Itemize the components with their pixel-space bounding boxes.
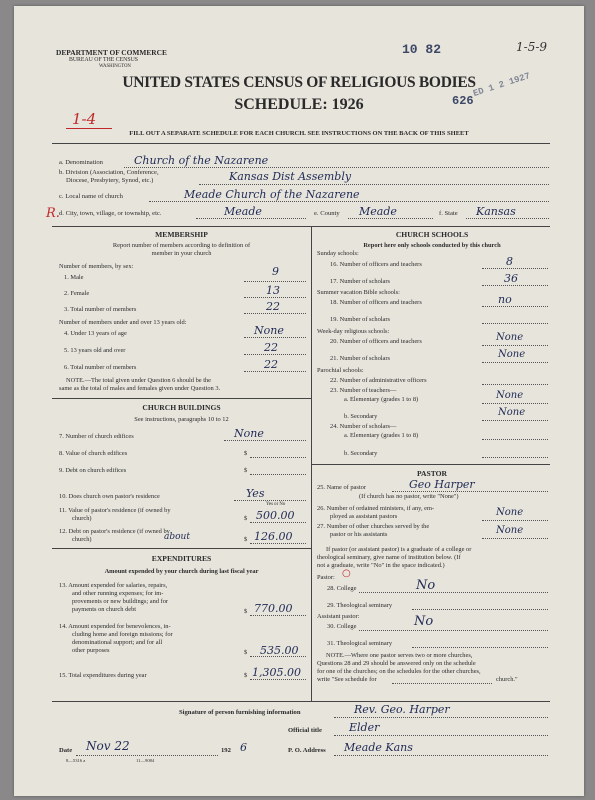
q13-label-1: 13. Amount expended for salaries, repairs, (59, 582, 168, 589)
members-by-sex-label: Number of members, by sex: (59, 263, 134, 270)
q15-dollar: $ (244, 672, 248, 679)
q26-label-2: ployed as assistant pastors (330, 513, 398, 520)
q12-label-2: church) (72, 536, 92, 543)
q18-label: 18. Number of officers and teachers (330, 299, 422, 306)
q30-label: 30. College (327, 623, 357, 630)
weekday-schools-label: Week-day religious schools: (317, 328, 390, 335)
q13-label-3: provements or new buildings; and for (72, 598, 169, 605)
membership-intro-2: member in your church (151, 250, 212, 257)
expenditures-intro: Amount expended by your church during last fiscal year (104, 568, 259, 575)
q1-label: 1. Male (64, 274, 84, 281)
q27-value[interactable]: None (496, 525, 524, 536)
instruction-line: FILL OUT A SEPARATE SCHEDULE FOR EACH CHURCH. SEE INSTRUCTIONS ON THE BACK OF THIS SHEET (129, 130, 469, 137)
q26-label: 26. Number of ordained ministers, if any, em- (317, 505, 435, 512)
year-prefix: 192 (221, 747, 231, 754)
summer-schools-label: Summer vacation Bible schools: (317, 289, 400, 296)
red-check-mark: ○ (342, 568, 351, 579)
q28-label: 28. College (327, 585, 357, 592)
q13-label-2: and other running expenses; for im- (72, 590, 164, 597)
membership-note-2: same as the total of males and females given under Question 3. (59, 385, 221, 392)
q20-value[interactable]: None (496, 332, 524, 343)
q23a-label: a. Elementary (grades 1 to 8) (344, 396, 419, 403)
schools-heading: CHURCH SCHOOLS (395, 230, 469, 239)
membership-intro-1: Report number of members according to definition of (112, 242, 251, 249)
membership-heading: MEMBERSHIP (155, 230, 208, 239)
graduate-note-1: If pastor (or assistant pastor) is a graduate of a college or (326, 546, 472, 553)
q23a-value[interactable]: None (496, 390, 524, 401)
q4-label: 4. Under 13 years of age (64, 330, 127, 337)
graduate-note-3: not a graduate, write "No" in the space indicated.) (317, 562, 445, 569)
signature-value[interactable]: Rev. Geo. Harper (354, 703, 450, 716)
form-title: UNITED STATES CENSUS OF RELIGIOUS BODIES (122, 74, 476, 91)
q14-dollar: $ (244, 649, 248, 656)
q14-label-3: denominational support; and for all (72, 639, 163, 646)
local-name-value[interactable]: Meade Church of the Nazarene (184, 188, 360, 201)
q9-label: 9. Debt on church edifices (59, 467, 127, 474)
county-label: e. County (314, 210, 340, 217)
q6-value[interactable]: 22 (264, 358, 278, 371)
buildings-heading: CHURCH BUILDINGS (142, 403, 221, 412)
q2-value[interactable]: 13 (266, 284, 280, 297)
q16-label: 16. Number of officers and teachers (330, 261, 422, 268)
city-label: d. City, town, village, or township, etc. (59, 210, 162, 217)
q6-label: 6. Total number of members (64, 364, 137, 371)
q30-value[interactable]: No (414, 614, 434, 629)
q21-label: 21. Number of scholars (330, 355, 390, 362)
q21-value[interactable]: None (498, 349, 526, 360)
pastor-note-2: Questions 28 and 29 should be answered only on the schedule (317, 660, 476, 667)
schools-intro: Report here only schools conducted by this church (363, 242, 501, 249)
q23-label: 23. Number of teachers— (330, 387, 397, 394)
q29-label: 29. Theological seminary (327, 602, 393, 609)
state-label: f. State (439, 210, 458, 217)
census-schedule-page (14, 6, 584, 796)
schedule-title: SCHEDULE: 1926 (234, 96, 364, 113)
q13-dollar: $ (244, 608, 248, 615)
graduate-note-2: theological seminary, give name of institution below. (If (317, 554, 461, 561)
date-label: Date (59, 747, 73, 754)
q24b-label: b. Secondary (344, 450, 378, 457)
q13-value[interactable]: 770.00 (254, 602, 293, 615)
q25-value[interactable]: Geo Harper (409, 478, 475, 491)
buildings-intro: See instructions, paragraphs 10 to 12 (134, 416, 229, 423)
q23b-value[interactable]: None (498, 407, 526, 418)
state-value[interactable]: Kansas (476, 205, 516, 218)
q12-label: 12. Debt on pastor's residence (if owned by (59, 528, 170, 535)
bureau-city: WASHINGTON (99, 64, 131, 69)
q15-label: 15. Total expenditures during year (59, 672, 147, 679)
q24a-label: a. Elementary (grades 1 to 8) (344, 432, 419, 439)
q11-label: 11. Value of pastor's residence (if owned by (59, 507, 171, 514)
q24-label: 24. Number of scholars— (330, 423, 397, 430)
q13-label-4: payments on church debt (72, 606, 137, 613)
parochial-schools-label: Parochial schools: (317, 367, 364, 374)
q28-value[interactable]: No (416, 578, 436, 593)
q5-label: 5. 13 years old and over (64, 347, 126, 354)
q4-value[interactable]: None (254, 324, 284, 337)
pastor-heading: PASTOR (416, 469, 448, 478)
pastor-note-1: NOTE.—Where one pastor serves two or more churches, (326, 652, 473, 659)
q10-label: 10. Does church own pastor's residence (59, 493, 160, 500)
pastor-note-5: church." (496, 676, 518, 683)
po-address-label: P. O. Address (288, 747, 326, 754)
pastor-sub-label: Pastor: (317, 574, 335, 581)
age-intro-label: Number of members under and over 13 years old: (59, 319, 187, 326)
q14-value[interactable]: 535.00 (260, 644, 299, 657)
division-label-2: Diocese, Presbytery, Synod, etc.) (66, 177, 154, 184)
signature-label: Signature of person furnishing information (179, 709, 301, 716)
q22-label: 22. Number of administrative officers (330, 377, 427, 384)
q11-label-2: church) (72, 515, 92, 522)
q18-value[interactable]: no (498, 293, 512, 306)
q27-label: 27. Number of other churches served by the (317, 523, 430, 530)
q5-value[interactable]: 22 (264, 341, 278, 354)
pastor-note-4: write "See schedule for (317, 676, 377, 683)
q7-label: 7. Number of church edifices (59, 433, 134, 440)
city-value[interactable]: Meade (224, 205, 262, 218)
q23b-label: b. Secondary (344, 413, 378, 420)
division-value[interactable]: Kansas Dist Assembly (229, 170, 352, 183)
q8-dollar: $ (244, 450, 248, 457)
q14-label-2: cluding home and foreign missions; for (72, 631, 173, 638)
stamp-received-number: 626 (452, 94, 474, 108)
division-label: b. Division (Association, Conference, (59, 169, 159, 176)
bureau-name: BUREAU OF THE CENSUS (69, 57, 138, 63)
expenditures-heading: EXPENDITURES (151, 554, 212, 563)
q25-hint: (If church has no pastor, write "None") (359, 493, 459, 500)
stamp-number: 10 82 (402, 42, 442, 57)
membership-note-1: NOTE.—The total given under Question 6 should be the (66, 377, 212, 384)
red-mark: 1-4 (72, 110, 97, 128)
county-value[interactable]: Meade (359, 205, 397, 218)
q15-value[interactable]: 1,305.00 (252, 666, 301, 679)
year-value[interactable]: 6 (240, 741, 247, 754)
q25-label: 25. Name of pastor (317, 484, 366, 491)
q9-dollar: $ (244, 467, 248, 474)
q10-value[interactable]: Yes (246, 487, 265, 500)
official-title-label: Official title (288, 727, 322, 734)
stamp-date: ED 1 2 1927 (471, 71, 532, 99)
q17-label: 17. Number of scholars (330, 278, 390, 285)
print-code-2: 11—9084 (136, 758, 155, 763)
q20-label: 20. Number of officers and teachers (330, 338, 422, 345)
denomination-label: a. Denomination (59, 159, 103, 166)
q16-value[interactable]: 8 (506, 255, 513, 268)
q3-value[interactable]: 22 (266, 300, 280, 313)
denomination-value[interactable]: Church of the Nazarene (134, 154, 269, 167)
assistant-pastor-label: Assistant pastor: (317, 613, 360, 620)
q17-value[interactable]: 36 (504, 272, 518, 285)
q14-label-1: 14. Amount expended for benevolences, in- (59, 623, 171, 630)
stamp-code: 1-5-9 (516, 40, 548, 54)
sunday-schools-label: Sunday schools: (317, 250, 359, 257)
q7-value[interactable]: None (234, 427, 264, 440)
official-title-value[interactable]: Elder (349, 721, 380, 734)
q26-value[interactable]: None (496, 507, 524, 518)
q31-label: 31. Theological seminary (327, 640, 393, 647)
local-name-label: c. Local name of church (59, 193, 123, 200)
q12-dollar: $ (244, 536, 248, 543)
print-code-1: 8—5316 a (66, 758, 86, 763)
q3-label: 3. Total number of members (64, 306, 137, 313)
q8-label: 8. Value of church edifices (59, 450, 128, 457)
q1-value[interactable]: 9 (272, 265, 279, 278)
q11-value[interactable]: 500.00 (256, 509, 295, 522)
q2-label: 2. Female (64, 290, 90, 297)
pastor-note-3: for one of the churches; on the schedules for the other churches, (317, 668, 481, 675)
po-address-value[interactable]: Meade Kans (344, 741, 413, 754)
red-r-mark: R. (46, 206, 60, 221)
q12-value[interactable]: 126.00 (254, 530, 293, 543)
q14-label-4: other purposes (72, 647, 110, 654)
date-value[interactable]: Nov 22 (86, 739, 130, 753)
q12-prefix: about (164, 532, 190, 542)
department-name: DEPARTMENT OF COMMERCE (56, 48, 167, 57)
q11-dollar: $ (244, 515, 248, 522)
q27-label-2: pastor or his assistants (330, 531, 388, 538)
q10-hint: Yes or No (266, 502, 286, 507)
q19-label: 19. Number of scholars (330, 316, 390, 323)
